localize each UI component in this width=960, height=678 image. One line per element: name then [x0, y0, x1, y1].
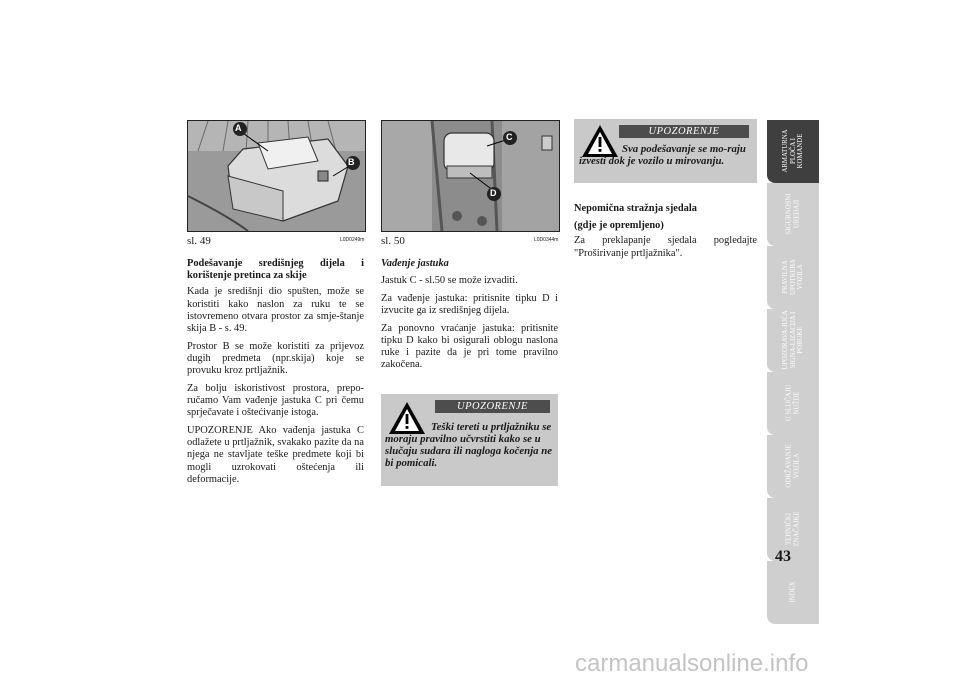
section-heading-cushion-removal: Vađenje jastuka — [381, 258, 449, 269]
paragraph: Jastuk C - sl.50 se može izvaditi. — [381, 275, 518, 287]
callout-d: D — [490, 188, 497, 198]
tab-instrument-panel[interactable]: ARMATURNA PLOČA I KOMANDE — [767, 120, 819, 183]
section-heading-fixed-rear-seats: Nepomična stražnja sjedala — [574, 203, 697, 214]
tab-maintenance[interactable]: ODRŽAVANJE VOZILA — [767, 435, 819, 498]
warning-text: Teški tereti u prtljažniku se moraju pravilno učvrstiti kako se u slučaju sudara ili nagloga kočenja ne bi pomicali. — [385, 421, 553, 469]
figure-49-caption: sl. 49 — [187, 235, 211, 247]
paragraph: Za bolju iskoristivost prostora, prepo-ručamo Vam vađenje jastuka C pri čemu sprječavate i oštećivanje istoga. — [187, 382, 364, 419]
tab-warning-lights[interactable]: UPOZORAVA-JUĆA SIGNA-LIZACIJA I PORUKE — [767, 309, 819, 372]
paragraph: Za ponovno vraćanje jastuka: pritisnite tipku D kako bi osigurali oblogu naslona ruke i pazite da je pri tome pravilno zakočena. — [381, 322, 558, 371]
tab-index[interactable]: INDEX — [767, 561, 819, 624]
column-2 — [381, 258, 558, 377]
paragraph: Prostor B se može koristiti za prijevoz dugih predmeta (npr.skija) koje se provuku kroz prtljažnik. — [187, 340, 364, 377]
paragraph: UPOZORENJE Ako vađenja jastuka C odlažete u prtljažnik, svakako pazite da na njega ne stavljate teške predmete koji bi mogli uzrokovati oštećenja ili deformacije. — [187, 424, 364, 485]
figure-50-code: L0D0344m — [534, 237, 559, 243]
figure-49-image — [187, 120, 366, 232]
page-number: 43 — [775, 548, 791, 565]
warning-title: UPOZORENJE — [619, 125, 749, 138]
tab-safety-devices[interactable]: SIGURNOSNI UREĐAJI — [767, 183, 819, 246]
tab-emergency[interactable]: U SLUČAJU NUŽDE — [767, 372, 819, 435]
paragraph: Za preklapanje sjedala pogledajte "Proširivanje prtljažnika". — [574, 235, 757, 259]
callout-a: A — [235, 123, 242, 133]
tab-technical-specs[interactable]: TEHNIČKI ZNAČAJKE — [767, 498, 819, 561]
section-heading-center-part: Podešavanje središnjeg dijela i korištenje pretinca za skije — [187, 258, 364, 282]
warning-title: UPOZORENJE — [435, 400, 550, 413]
warning-box-adjust-stationary — [574, 119, 757, 183]
column-1 — [187, 258, 364, 491]
column-3 — [574, 203, 757, 265]
tab-correct-use[interactable]: PRAVILNA UPOTREBA VOZILA — [767, 246, 819, 309]
figure-50-image — [381, 120, 560, 232]
paragraph: Kada je središnji dio spušten, može se koristiti kako naslon za ruku te se istovremeno otvara prostor za smje-štanje skija B - s. 49. — [187, 286, 364, 335]
section-subheading: (gdje je opremljeno) — [574, 220, 664, 232]
callout-c: C — [506, 132, 513, 142]
figure-50-caption: sl. 50 — [381, 235, 405, 247]
paragraph: Za vađenje jastuka: pritisnite tipku D i izvucite ga iz središnjeg dijela. — [381, 292, 558, 317]
callout-b: B — [348, 157, 355, 167]
watermark: carmanualsonline.info — [575, 650, 809, 677]
warning-box-heavy-loads — [381, 394, 558, 486]
figure-49-code: L0D0249m — [340, 237, 365, 243]
warning-text: Sva podešavanje se mo-raju izvesti dok je vozilo u mirovanju. — [579, 143, 746, 167]
